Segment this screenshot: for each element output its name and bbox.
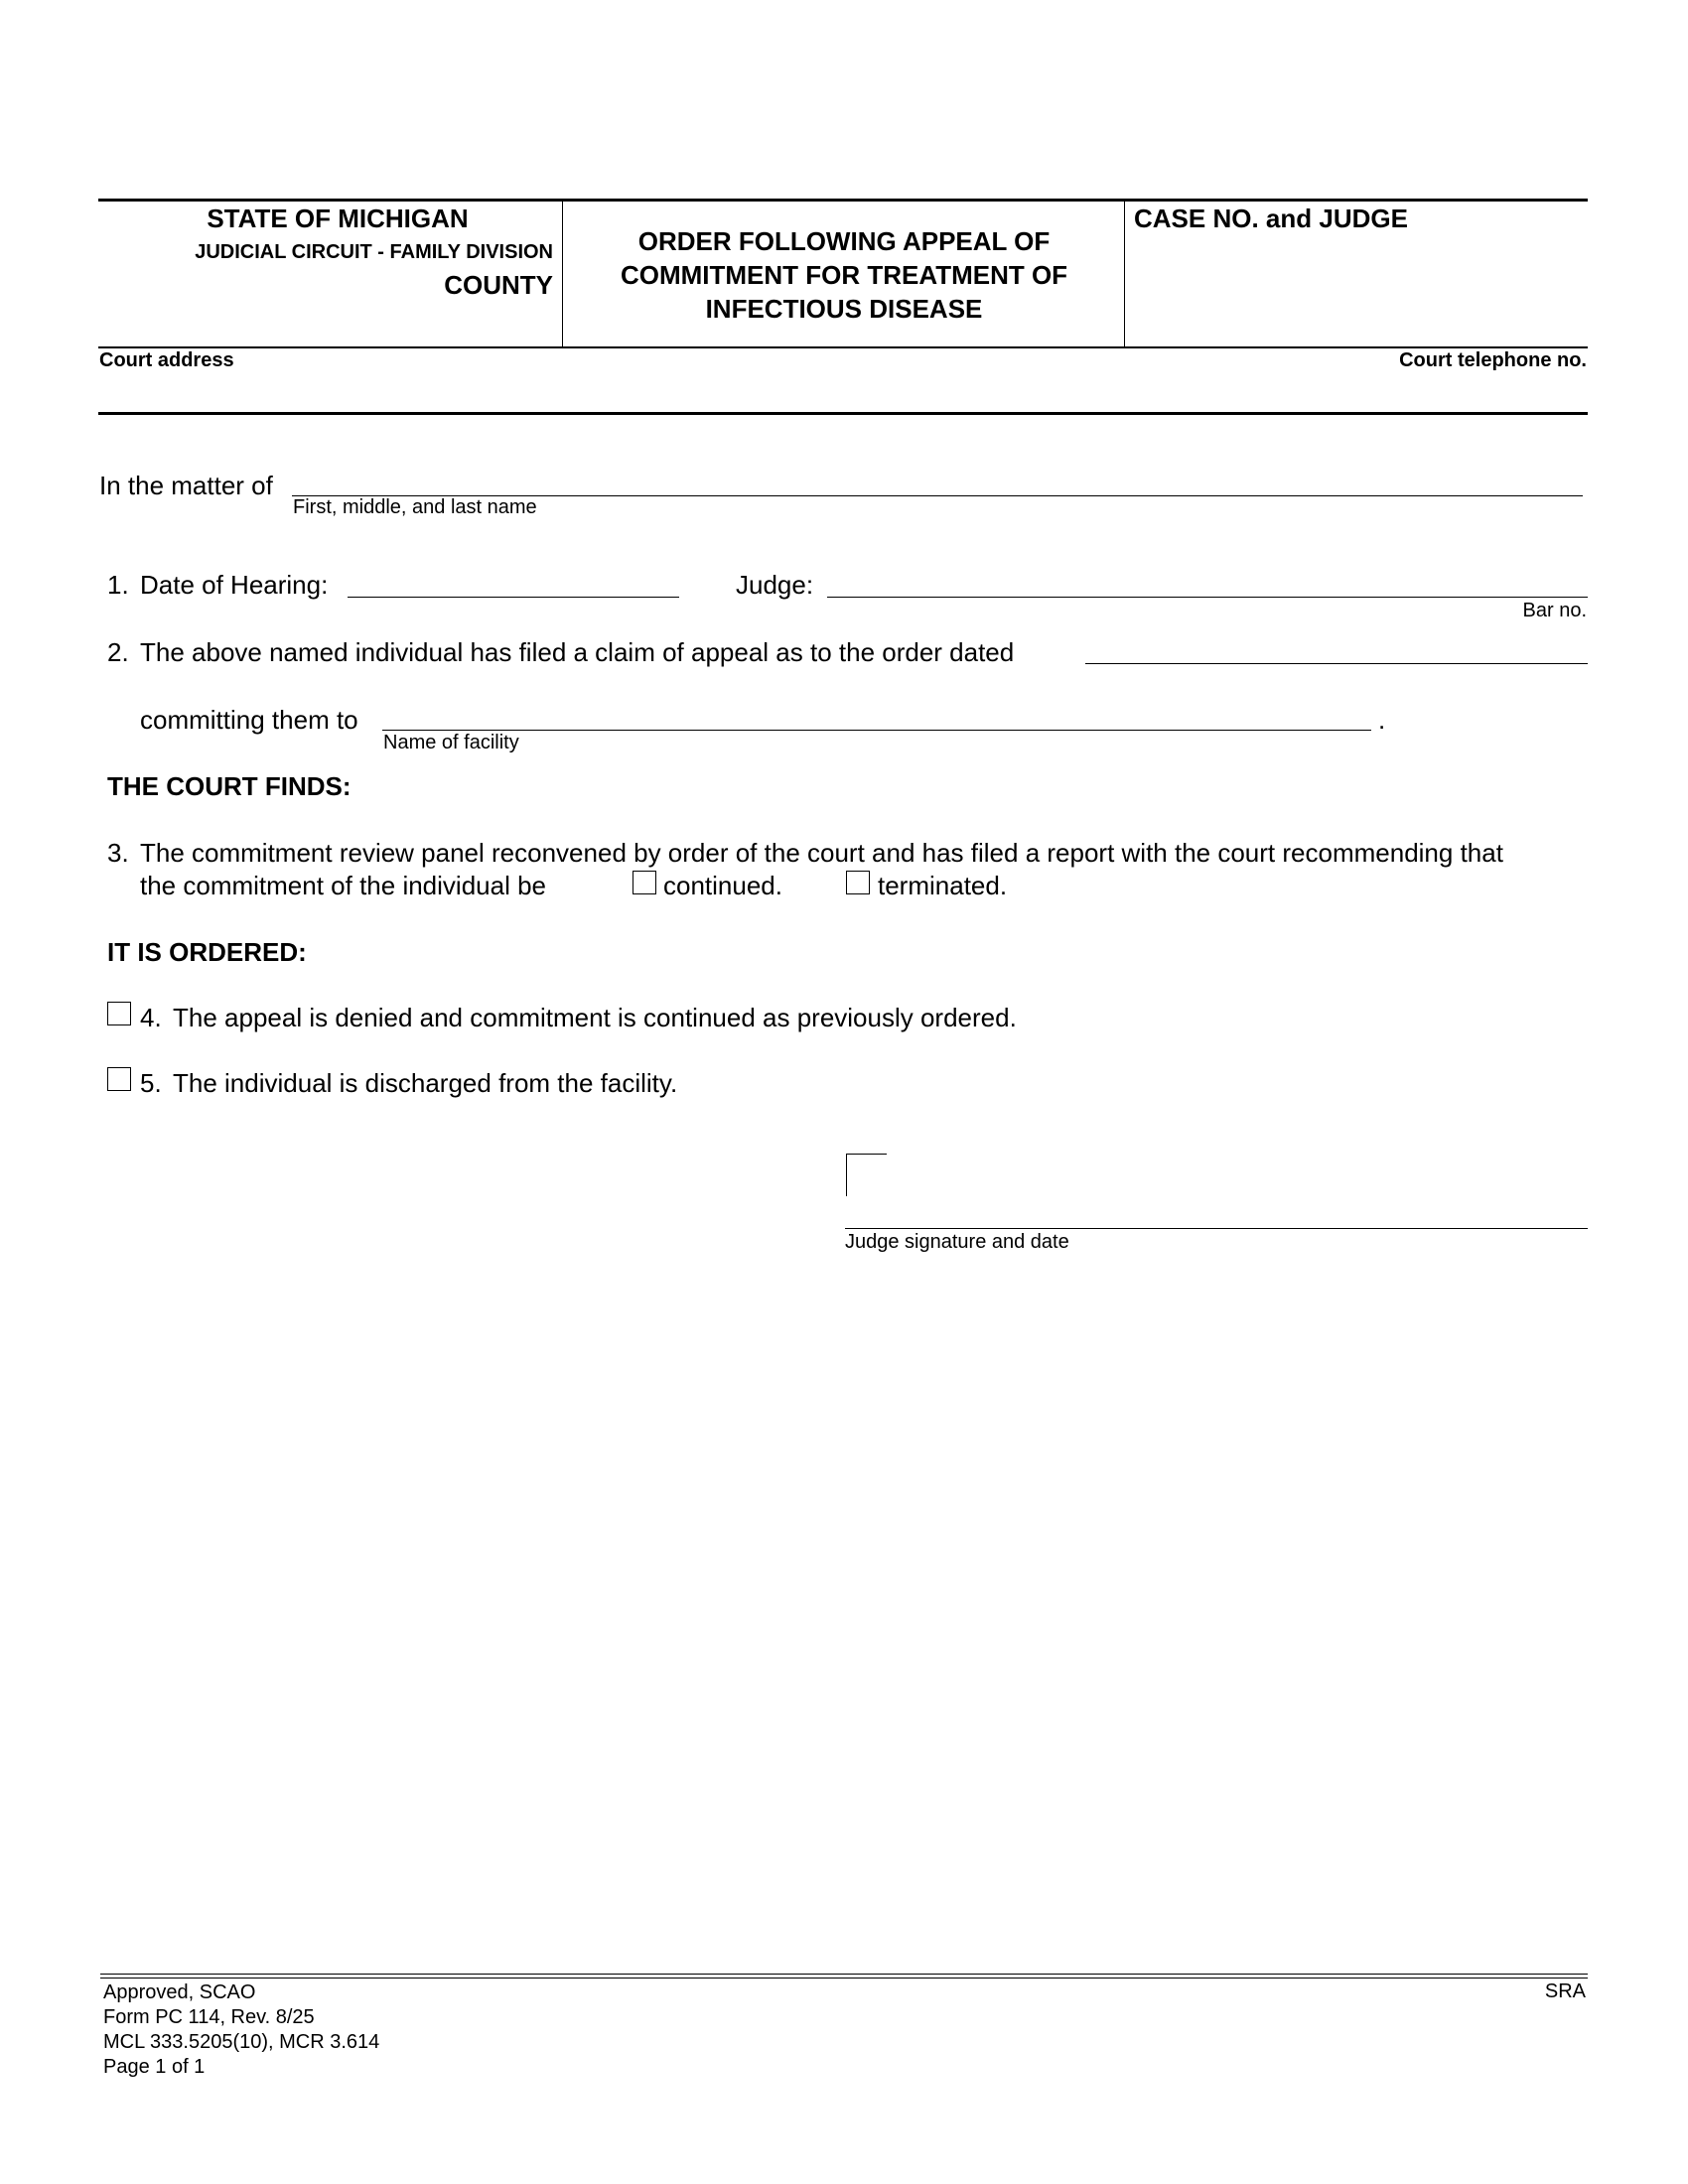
- case-no-label: CASE NO. and JUDGE: [1134, 204, 1408, 233]
- item-5-text: The individual is discharged from the facility.: [173, 1068, 678, 1098]
- item-2-number: 2.: [107, 637, 129, 667]
- header-divider-right: [1124, 200, 1125, 346]
- terminated-label: terminated.: [878, 871, 1008, 900]
- signature-line: [845, 1228, 1588, 1229]
- form-title-line-1: ORDER FOLLOWING APPEAL OF: [637, 226, 1051, 256]
- item-2-text: The above named individual has filed a claim of appeal as to the order dated: [140, 637, 1015, 667]
- footer-info: [103, 1980, 379, 2080]
- footer-rule-bottom: [100, 1978, 1588, 1979]
- item-3-line-1: The commitment review panel reconvened by order of the court and has filed a report with the court recommending that: [140, 838, 1503, 868]
- item-3-number: 3.: [107, 838, 129, 868]
- court-address-label: Court address: [99, 349, 234, 371]
- matter-name-input[interactable]: [293, 469, 1582, 496]
- item-5-number: 5.: [140, 1068, 162, 1098]
- court-finds-heading: THE COURT FINDS:: [107, 771, 352, 801]
- item-4-checkbox[interactable]: [107, 1002, 131, 1025]
- item-4-text: The appeal is denied and commitment is continued as previously ordered.: [173, 1003, 1017, 1032]
- header-divider-left: [562, 200, 563, 346]
- case-no-field[interactable]: [1134, 238, 1581, 338]
- footer-page-number: Page 1 of 1: [103, 2056, 206, 2078]
- matter-name-sublabel: First, middle, and last name: [293, 496, 537, 518]
- circuit-label: JUDICIAL CIRCUIT - FAMILY DIVISION: [195, 241, 553, 263]
- judge-line: [827, 597, 1588, 598]
- bar-no-label: Bar no.: [1522, 600, 1587, 621]
- judge-input[interactable]: [829, 568, 1584, 596]
- footer-statute: MCL 333.5205(10), MCR 3.614: [103, 2031, 380, 2053]
- item-1-number: 1.: [107, 570, 129, 600]
- hearing-date-line: [348, 597, 679, 598]
- continued-checkbox[interactable]: [633, 871, 656, 894]
- hearing-date-label: Date of Hearing:: [140, 570, 329, 600]
- facility-period: .: [1378, 705, 1386, 735]
- header-bottom-rule: [98, 346, 1588, 348]
- item-3-line-2: the commitment of the individual be: [140, 871, 546, 900]
- terminated-checkbox[interactable]: [846, 871, 870, 894]
- continued-label: continued.: [663, 871, 782, 900]
- judge-label: Judge:: [736, 570, 814, 600]
- footer-approved: Approved, SCAO: [103, 1981, 256, 2003]
- judge-signature-field[interactable]: [846, 1152, 1587, 1227]
- header-top-rule: [98, 199, 1588, 202]
- address-bottom-rule: [98, 412, 1588, 415]
- court-address-field[interactable]: [99, 375, 1586, 411]
- footer-form-number: Form PC 114, Rev. 8/25: [103, 2006, 315, 2028]
- court-phone-label: Court telephone no.: [1399, 349, 1587, 371]
- form-title-line-2: COMMITMENT FOR TREATMENT OF: [620, 260, 1068, 290]
- form-title: [566, 224, 1122, 326]
- matter-label: In the matter of: [99, 471, 273, 500]
- item-5-checkbox[interactable]: [107, 1067, 131, 1091]
- state-heading: STATE OF MICHIGAN: [207, 204, 469, 233]
- facility-sublabel: Name of facility: [383, 732, 519, 753]
- it-is-ordered-heading: IT IS ORDERED:: [107, 937, 307, 967]
- county-field[interactable]: [109, 268, 437, 304]
- footer-code: SRA: [1544, 1980, 1586, 2002]
- item-4-number: 4.: [140, 1003, 162, 1032]
- committing-label: committing them to: [140, 705, 358, 735]
- signature-label: Judge signature and date: [845, 1231, 1069, 1253]
- order-date-line: [1085, 663, 1588, 664]
- facility-line: [382, 730, 1371, 731]
- form-title-line-3: INFECTIOUS DISEASE: [705, 294, 983, 324]
- order-date-input[interactable]: [1087, 635, 1584, 663]
- county-label: COUNTY: [444, 270, 553, 300]
- hearing-date-input[interactable]: [350, 568, 677, 596]
- facility-input[interactable]: [384, 703, 1367, 731]
- footer-rule-top: [100, 1974, 1588, 1975]
